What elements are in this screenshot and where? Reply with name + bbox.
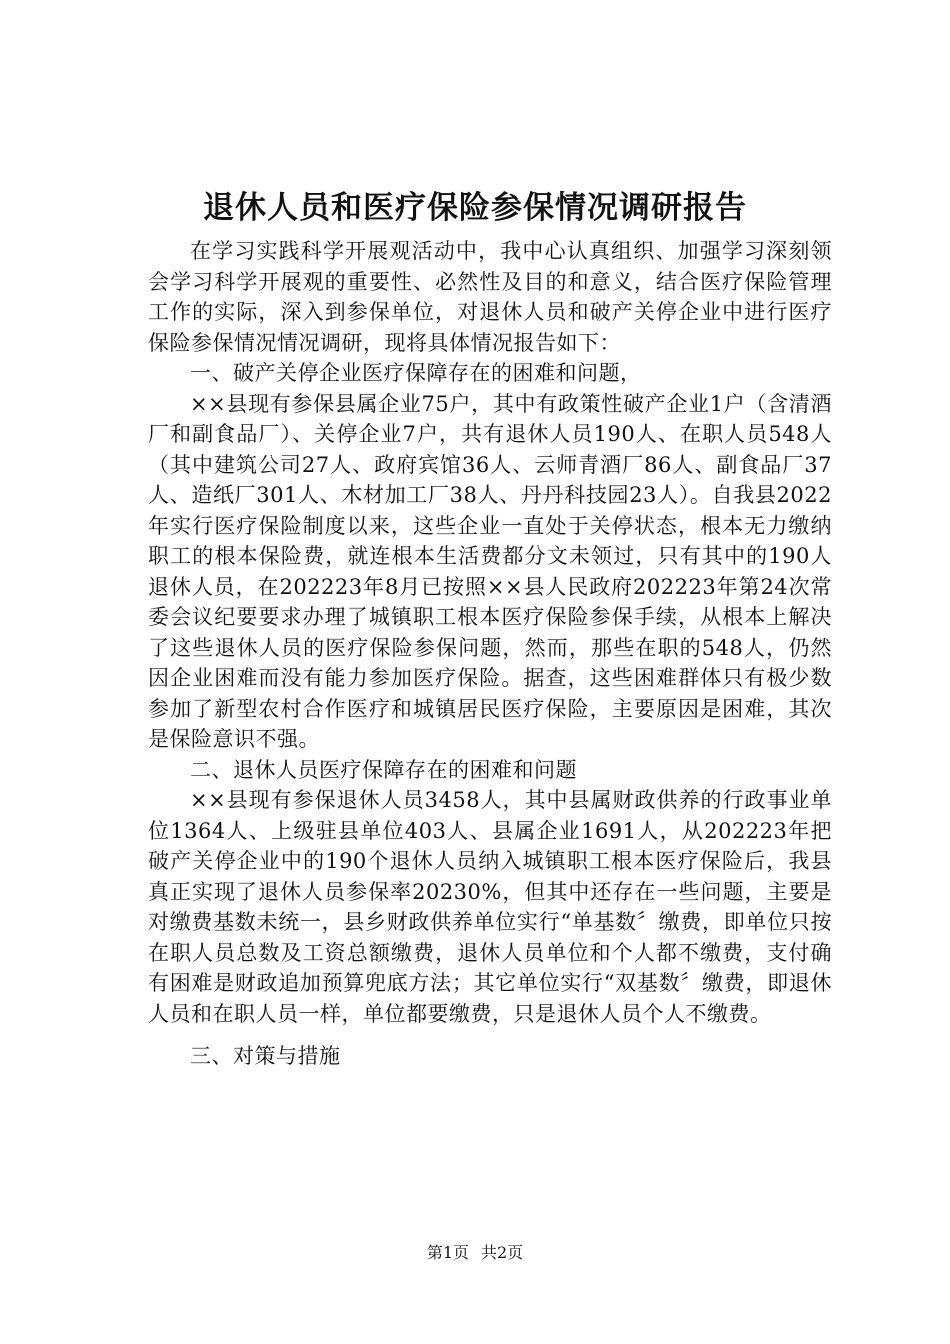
page-total: 共2页	[481, 1243, 524, 1262]
page-footer	[0, 1241, 950, 1265]
page-title: 退休人员和医疗保险参保情况调研报告	[203, 190, 747, 226]
section-1-paragraph: ××县现有参保县属企业75户，其中有政策性破产企业1户（含清酒厂和副食品厂）、关停企业7户，共有退休人员190人、在职人员548人（其中建筑公司27人、政府宾馆36人、云师青酒厂86人、副食品厂37人、造纸厂301人、木材加工厂38人、丹丹科技园23人）。自我县2022年实行医疗保险制度以来，这些企业一直处于关停状态，根本无力缴纳职工的根本保险费，就连根本生活费都分文未领过，只有其中的190人退休人员，在202223年8月已按照××县人民政府202223年第24次常委会议纪要要求办理了城镇职工根本医疗保险参保手续，从根本上解决了这些退休人员的医疗保险参保问题，然而，那些在职的548人，仍然因企业困难而没有能力参加医疗保险。据查，这些困难群体只有极少数参加了新型农村合作医疗和城镇居民医疗保险，主要原因是困难，其次是保险意识不强。	[148, 391, 832, 751]
section-heading-1: 一、破产关停企业医疗保障存在的困难和问题，	[190, 361, 642, 385]
intro-paragraph: 在学习实践科学开展观活动中，我中心认真组织、加强学习深刻领会学习科学开展观的重要性、必然性及目的和意义，结合医疗保险管理工作的实际，深入到参保单位，对退休人员和破产关停企业中进行医疗保险参保情况情况调研，现将具体情况报告如下：	[148, 239, 832, 355]
section-heading-2: 二、退休人员医疗保障存在的困难和问题	[190, 757, 577, 782]
section-2-paragraph: ××县现有参保退休人员3458人，其中县属财政供养的行政事业单位1364人、上级驻县单位403人、县属企业1691人，从202223年把破产关停企业中的190个退休人员纳入城镇职工根本医疗保险后，我县真正实现了退休人员参保率20230%，但其中还存在一些问题，主要是对缴费基数未统一，县乡财政供养单位实行“单基数〞缴费，即单位只按在职人员总数及工资总额缴费，退休人员单位和个人都不缴费，支付确有困难是财政追加预算兜底方法；其它单位实行“双基数〞缴费，即退休人员和在职人员一样，单位都要缴费，只是退休人员个人不缴费。	[148, 788, 832, 1026]
document-body	[148, 236, 832, 1072]
page-number: 第1页	[426, 1243, 469, 1262]
section-heading-3: 三、对策与措施	[190, 1044, 341, 1068]
